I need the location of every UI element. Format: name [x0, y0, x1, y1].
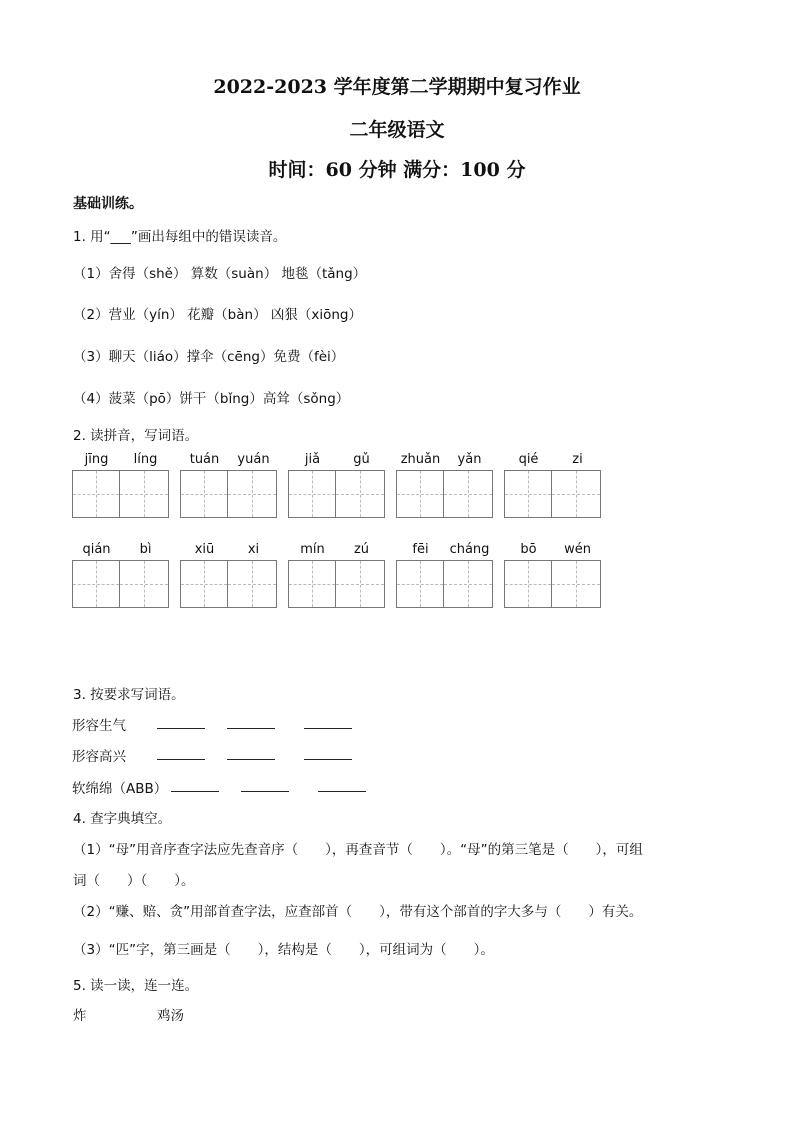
writing-cell[interactable]: [120, 560, 169, 608]
pinyin-label: yuán: [237, 452, 270, 467]
page-subtitle: 二年级语文: [349, 119, 445, 141]
pinyin-word-group: [396, 542, 494, 610]
question-1-item: （1）舍得（shě） 算数（suàn） 地毯（tǎng）: [73, 266, 367, 282]
question-5-prompt: 5. 读一读，连一连。: [73, 978, 199, 994]
question-4-item-1-cont: 词（ ）（ ）。: [73, 873, 195, 889]
writing-cell[interactable]: [552, 560, 601, 608]
writing-grid: [396, 560, 494, 609]
writing-cell[interactable]: [180, 560, 228, 608]
pinyin-label: fēi: [412, 542, 429, 557]
pinyin-label: tuán: [189, 452, 220, 467]
pinyin-word-group: [288, 542, 386, 610]
writing-grid: [288, 470, 386, 519]
pinyin-label: cháng: [449, 542, 490, 557]
pinyin-label: líng: [133, 452, 158, 467]
writing-cell[interactable]: [504, 560, 552, 608]
writing-grid: [288, 560, 386, 609]
question-1-item: （2）营业（yín） 花瓣（bàn） 凶狠（xiōng）: [73, 307, 362, 323]
answer-blank[interactable]: [304, 759, 352, 760]
pinyin-word-group: [396, 452, 494, 520]
writing-cell[interactable]: [228, 470, 277, 518]
section-title: 基础训练。: [73, 196, 143, 212]
answer-blank[interactable]: [227, 759, 275, 760]
pinyin-label: yǎn: [457, 452, 482, 467]
writing-cell[interactable]: [288, 470, 336, 518]
question-1-item: （4）菠菜（pō）饼干（bǐng）高耸（sǒng）: [73, 391, 350, 407]
pinyin-label: xiū: [194, 542, 215, 557]
pinyin-label: wén: [564, 542, 591, 557]
writing-grid: [504, 560, 602, 609]
answer-blank[interactable]: [241, 791, 289, 792]
writing-cell[interactable]: [228, 560, 277, 608]
writing-cell[interactable]: [120, 470, 169, 518]
question-4-item-3: （3）“匹”字，第三画是（ ），结构是（ ），可组词为（ ）。: [73, 942, 494, 958]
word-prompt-angry: 形容生气: [72, 718, 126, 734]
exam-time-info: 时间：60 分钟 满分：100 分: [268, 159, 526, 181]
pinyin-label: jiǎ: [304, 452, 321, 467]
answer-blank[interactable]: [157, 728, 205, 729]
writing-grid: [504, 470, 602, 519]
question-2-prompt: 2. 读拼音，写词语。: [73, 428, 199, 444]
answer-blank[interactable]: [227, 728, 275, 729]
answer-blank[interactable]: [318, 791, 366, 792]
writing-cell[interactable]: [552, 470, 601, 518]
word-prompt-abb: 软绵绵（ABB）: [72, 781, 168, 797]
word-prompt-happy: 形容高兴: [72, 749, 126, 765]
writing-cell[interactable]: [180, 470, 228, 518]
writing-grid: [72, 470, 170, 519]
writing-cell[interactable]: [336, 560, 385, 608]
writing-grid: [180, 470, 278, 519]
pinyin-label: bì: [139, 542, 152, 557]
answer-blank[interactable]: [304, 728, 352, 729]
writing-cell[interactable]: [72, 470, 120, 518]
writing-cell[interactable]: [396, 470, 444, 518]
pinyin-word-group: [180, 452, 278, 520]
pinyin-label: zi: [572, 452, 583, 467]
writing-cell[interactable]: [72, 560, 120, 608]
pinyin-label: gǔ: [353, 452, 370, 467]
writing-cell[interactable]: [336, 470, 385, 518]
pinyin-word-group: [504, 452, 602, 520]
pinyin-label: qián: [82, 542, 111, 557]
writing-grid: [180, 560, 278, 609]
pinyin-label: jīng: [84, 452, 109, 467]
pinyin-word-group: [180, 542, 278, 610]
writing-cell[interactable]: [444, 470, 493, 518]
page-title: 2022-2023 学年度第二学期期中复习作业: [213, 76, 581, 98]
match-right-word: 鸡汤: [157, 1008, 184, 1024]
pinyin-label: bō: [520, 542, 537, 557]
question-4-prompt: 4. 查字典填空。: [73, 811, 172, 827]
question-1-item: （3）聊天（liáo）撑伞（cēng）免费（fèi）: [73, 349, 345, 365]
question-3-prompt: 3. 按要求写词语。: [73, 687, 185, 703]
writing-cell[interactable]: [504, 470, 552, 518]
question-4-item-2: （2）“赚、赔、贪”用部首查字法，应查部首（ ），带有这个部首的字大多与（ ）有关。: [73, 904, 643, 920]
question-1-prompt: 1. 用“___”画出每组中的错误读音。: [73, 229, 287, 245]
pinyin-label: mín: [300, 542, 325, 557]
writing-grid: [396, 470, 494, 519]
writing-grid: [72, 560, 170, 609]
pinyin-word-group: [72, 452, 170, 520]
pinyin-word-group: [72, 542, 170, 610]
pinyin-label: xi: [247, 542, 260, 557]
answer-blank[interactable]: [171, 791, 219, 792]
pinyin-label: zú: [353, 542, 370, 557]
question-4-item-1: （1）“母”用音序查字法应先查音序（ ），再查音节（ ）。“母”的第三笔是（ ），可组: [73, 842, 643, 858]
writing-cell[interactable]: [396, 560, 444, 608]
answer-blank[interactable]: [157, 759, 205, 760]
match-left-word: 炸: [73, 1008, 87, 1024]
pinyin-word-group: [504, 542, 602, 610]
pinyin-label: qié: [518, 452, 539, 467]
pinyin-label: zhuǎn: [400, 452, 441, 467]
pinyin-word-group: [288, 452, 386, 520]
writing-cell[interactable]: [288, 560, 336, 608]
writing-cell[interactable]: [444, 560, 493, 608]
